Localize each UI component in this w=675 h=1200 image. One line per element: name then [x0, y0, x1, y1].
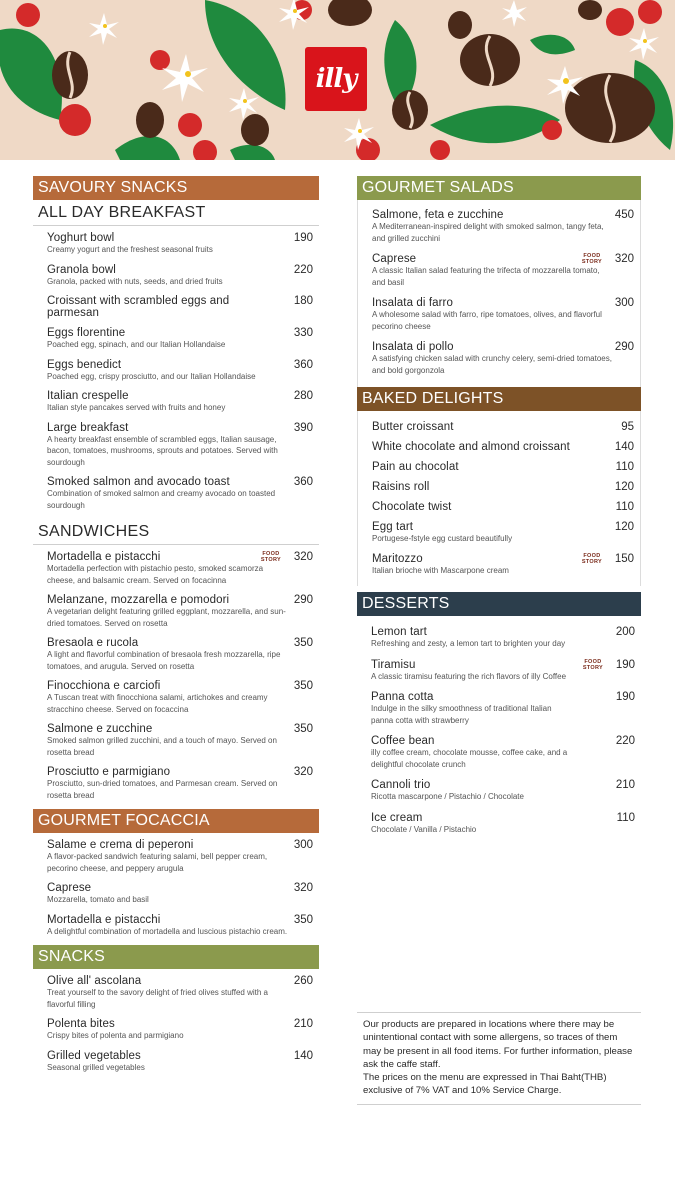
item-price: 300	[614, 297, 634, 309]
item-description: A delightful combination of mortadella and luscious pistachio cream.	[47, 926, 288, 936]
item-description: A hearty breakfast ensemble of scrambled eggs, Italian sausage, bacon, tomatoes, mushrooms, sprouts and potatoes. Served with sourdough	[47, 434, 278, 467]
menu-item	[33, 232, 319, 256]
menu-item	[33, 680, 319, 715]
menu-item	[358, 481, 640, 493]
item-description: Mozzarella, tomato and basil	[47, 895, 149, 904]
item-name: Bresaola e rucola	[47, 637, 139, 649]
section-header-gourmet-focaccia: GOURMET FOCACCIA	[33, 809, 319, 833]
item-description: Poached egg, spinach, and our Italian Hollandaise	[47, 340, 226, 349]
baked-list	[357, 411, 641, 586]
item-name: Olive all' ascolana	[47, 975, 142, 987]
item-price: 320	[293, 551, 313, 563]
menu-item	[33, 594, 319, 629]
item-name: Egg tart	[372, 521, 414, 533]
section-header-savoury-snacks: SAVOURY SNACKS	[33, 176, 319, 200]
item-price: 120	[614, 521, 634, 533]
item-price: 320	[614, 253, 634, 265]
item-description: A vegetarian delight featuring grilled eggplant, mozzarella, and sun-dried tomatoes. Served on rosetta	[47, 607, 286, 628]
item-price: 330	[293, 327, 313, 339]
menu-item	[357, 626, 641, 650]
item-name: Mortadella e pistacchi	[47, 913, 161, 926]
menu-item	[33, 723, 319, 758]
sandwiches-list	[33, 545, 319, 801]
item-price: 210	[615, 779, 635, 791]
item-price: 290	[614, 341, 634, 353]
menu-item	[358, 253, 640, 288]
item-description: A wholesome salad with farro, ripe tomatoes, olives, and flavorful pecorino cheese	[372, 310, 602, 331]
item-price: 110	[616, 811, 635, 824]
food-story-badge-icon: FOOD STORY	[581, 253, 602, 265]
item-description: Chocolate / Vanilla / Pistachio	[371, 824, 477, 834]
item-description: A satisfying chicken salad with crunchy celery, semi-dried tomatoes, and bold gorgonzola	[372, 354, 612, 375]
item-name: Ice cream	[371, 811, 423, 824]
menu-item	[358, 461, 640, 473]
focaccia-list	[33, 833, 319, 937]
item-price: 350	[293, 680, 313, 692]
item-name: Maritozzo	[372, 552, 423, 565]
menu-item	[33, 975, 319, 1010]
item-price: 190	[615, 691, 635, 703]
item-name: Panna cotta	[371, 691, 434, 703]
menu-item	[358, 297, 640, 332]
menu-item	[357, 812, 641, 836]
item-name: Salmone e zucchine	[47, 723, 153, 735]
item-price: 110	[615, 501, 634, 513]
food-story-badge-icon: FOOD STORY	[582, 658, 603, 671]
menu-item	[33, 637, 319, 672]
item-price: 210	[293, 1018, 313, 1030]
item-price: 140	[293, 1049, 313, 1062]
item-name: Salame e crema di peperoni	[47, 839, 194, 851]
menu-item	[358, 421, 640, 433]
menu-item	[358, 521, 640, 545]
item-name: Raisins roll	[372, 481, 430, 493]
item-price: 450	[614, 209, 634, 221]
food-story-badge-icon: FOOD STORY	[581, 552, 602, 565]
item-price: 220	[615, 735, 635, 747]
logo-text: illy	[315, 64, 357, 94]
item-name: Grilled vegetables	[47, 1049, 141, 1062]
menu-item	[358, 501, 640, 513]
illy-logo	[305, 47, 367, 111]
item-name: Insalata di farro	[372, 297, 453, 309]
menu-item	[33, 1050, 319, 1074]
food-story-badge-icon: FOOD STORY	[260, 551, 281, 563]
menu-item	[33, 327, 319, 351]
menu-item	[33, 359, 319, 383]
item-description: Combination of smoked salmon and creamy avocado on toasted sourdough	[47, 489, 276, 510]
item-name: Granola bowl	[47, 263, 116, 276]
menu-item	[358, 441, 640, 453]
item-price: 190	[615, 658, 635, 671]
item-description: Italian brioche with Mascarpone cream	[372, 565, 509, 575]
item-description: Prosciutto, sun-dried tomatoes, and Parmesan cream. Served on rosetta bread	[47, 779, 278, 800]
item-price: 360	[293, 358, 313, 371]
item-description: Poached egg, crispy prosciutto, and our Italian Hollandaise	[47, 371, 256, 381]
item-price: 320	[293, 766, 313, 778]
breakfast-list	[33, 226, 319, 511]
item-name: Salmone, feta e zucchine	[372, 209, 504, 221]
item-name: Pain au chocolat	[372, 461, 459, 473]
item-name: Large breakfast	[47, 421, 129, 434]
section-header-desserts: DESSERTS	[357, 592, 641, 616]
item-name: Tiramisu	[371, 658, 416, 671]
item-name: Cannoli trio	[371, 779, 431, 791]
item-description: Mortadella perfection with pistachio pesto, smoked scamorza cheese, and balsamic cream. Served on focacinna	[47, 564, 264, 585]
item-price: 200	[615, 626, 635, 638]
item-name: Mortadella e pistacchi	[47, 551, 161, 563]
item-name: Prosciutto e parmigiano	[47, 766, 171, 778]
left-column	[33, 176, 319, 1081]
item-price: 150	[614, 552, 634, 565]
item-description: A classic Italian salad featuring the trifecta of mozzarella tomato, and basil	[372, 266, 600, 287]
item-name: Finocchiona e carciofi	[47, 680, 161, 692]
item-name: Chocolate twist	[372, 501, 452, 513]
item-price: 95	[621, 421, 634, 433]
item-name: Polenta bites	[47, 1018, 115, 1030]
item-price: 350	[293, 723, 313, 735]
item-price: 300	[293, 839, 313, 851]
item-description: A flavor-packed sandwich featuring salami, bell pepper cream, pecorino cheese, and peppery arugula	[47, 852, 268, 873]
item-description: A classic tiramisu featuring the rich flavors of illy Coffee	[371, 671, 567, 681]
item-price: 140	[614, 441, 634, 453]
menu-item	[357, 779, 641, 803]
menu-item	[357, 691, 641, 726]
item-price: 190	[293, 232, 313, 244]
item-description: A light and flavorful combination of bresaola fresh mozzarella, ripe tomatoes, and arugula. Served on rosetta	[47, 650, 281, 671]
salads-list	[357, 200, 641, 387]
item-description: A Tuscan treat with finocchiona salami, artichokes and creamy stracchino cheese. Served on focaccina	[47, 693, 268, 714]
item-description: A Mediterranean-inspired delight with smoked salmon, tangy feta, and grilled zucchini	[372, 222, 604, 243]
menu-item	[358, 553, 640, 577]
snacks-list	[33, 969, 319, 1073]
item-description: Seasonal grilled vegetables	[47, 1062, 145, 1072]
menu-item	[33, 1018, 319, 1042]
item-name: Eggs benedict	[47, 358, 122, 371]
item-description: Refreshing and zesty, a lemon tart to brighten your day	[371, 639, 566, 648]
item-description: illy coffee cream, chocolate mousse, coffee cake, and a delightful chocolate crunch	[371, 748, 568, 769]
item-price: 260	[293, 975, 313, 987]
item-description: Granola, packed with nuts, seeds, and dried fruits	[47, 276, 223, 286]
item-price: 220	[293, 263, 313, 276]
section-header-snacks: SNACKS	[33, 945, 319, 969]
menu-item	[33, 264, 319, 288]
menu-item	[358, 341, 640, 376]
item-price: 350	[293, 913, 313, 926]
menu-item	[33, 551, 319, 586]
item-price: 320	[293, 882, 313, 894]
section-header-gourmet-salads: GOURMET SALADS	[357, 176, 641, 200]
menu-item	[33, 422, 319, 469]
item-description: Smoked salmon grilled zucchini, and a touch of mayo. Served on rosetta bread	[47, 736, 277, 757]
menu-item	[33, 914, 319, 938]
item-name: Croissant with scrambled eggs and parmesan	[47, 295, 230, 319]
item-name: Coffee bean	[371, 735, 435, 747]
item-price: 280	[293, 390, 313, 402]
item-name: Eggs florentine	[47, 327, 126, 339]
item-description: Crispy bites of polenta and parmigiano	[47, 1031, 184, 1040]
item-name: Melanzane, mozzarella e pomodori	[47, 594, 230, 606]
item-price: 290	[293, 594, 313, 606]
subsection-header-all-day-breakfast: ALL DAY BREAKFAST	[33, 200, 319, 226]
item-price: 350	[293, 637, 313, 649]
menu-item	[357, 659, 641, 683]
item-price: 360	[293, 476, 313, 488]
item-name: Yoghurt bowl	[47, 232, 115, 244]
item-name: Insalata di pollo	[372, 341, 454, 353]
item-name: Lemon tart	[371, 626, 427, 638]
item-name: Caprese	[372, 253, 417, 265]
item-price: 110	[615, 461, 634, 473]
item-description: Italian style pancakes served with fruits and honey	[47, 403, 226, 412]
item-description: Indulge in the silky smoothness of traditional Italian panna cotta with strawberry	[371, 704, 552, 725]
item-name: Italian crespelle	[47, 390, 129, 402]
item-price: 390	[293, 421, 313, 434]
subsection-header-sandwiches: SANDWICHES	[33, 519, 319, 545]
header-banner	[0, 0, 675, 160]
menu-item	[358, 209, 640, 244]
menu-item	[357, 735, 641, 770]
menu-item	[33, 882, 319, 906]
item-description: Creamy yogurt and the freshest seasonal fruits	[47, 245, 213, 254]
right-column	[357, 176, 641, 844]
allergen-text: Our products are prepared in locations where there may be unintentional contact with some allergens, so traces of them may be present in all food items. For further information, please ask the caffe staff.	[363, 1019, 633, 1070]
price-notice-text: The prices on the menu are expressed in Thai Baht(THB) exclusive of 7% VAT and 10% Service Charge.	[363, 1072, 607, 1097]
item-name: White chocolate and almond croissant	[372, 441, 570, 453]
section-header-baked-delights: BAKED DELIGHTS	[357, 387, 641, 411]
item-price: 120	[614, 481, 634, 493]
item-name: Butter croissant	[372, 421, 454, 433]
menu-item	[33, 766, 319, 801]
item-description: Ricotta mascarpone / Pistachio / Chocolate	[371, 792, 524, 801]
menu-item	[33, 839, 319, 874]
desserts-list	[357, 616, 641, 835]
menu-item	[33, 295, 319, 319]
menu-item	[33, 476, 319, 511]
item-name: Smoked salmon and avocado toast	[47, 476, 230, 488]
item-description: Treat yourself to the savory delight of fried olives stuffed with a flavorful filling	[47, 988, 268, 1009]
item-price: 180	[293, 295, 313, 307]
item-description: Portugese-fstyle egg custard beautifully	[372, 534, 513, 543]
menu-item	[33, 390, 319, 414]
allergen-notice	[357, 1012, 641, 1105]
item-name: Caprese	[47, 882, 92, 894]
